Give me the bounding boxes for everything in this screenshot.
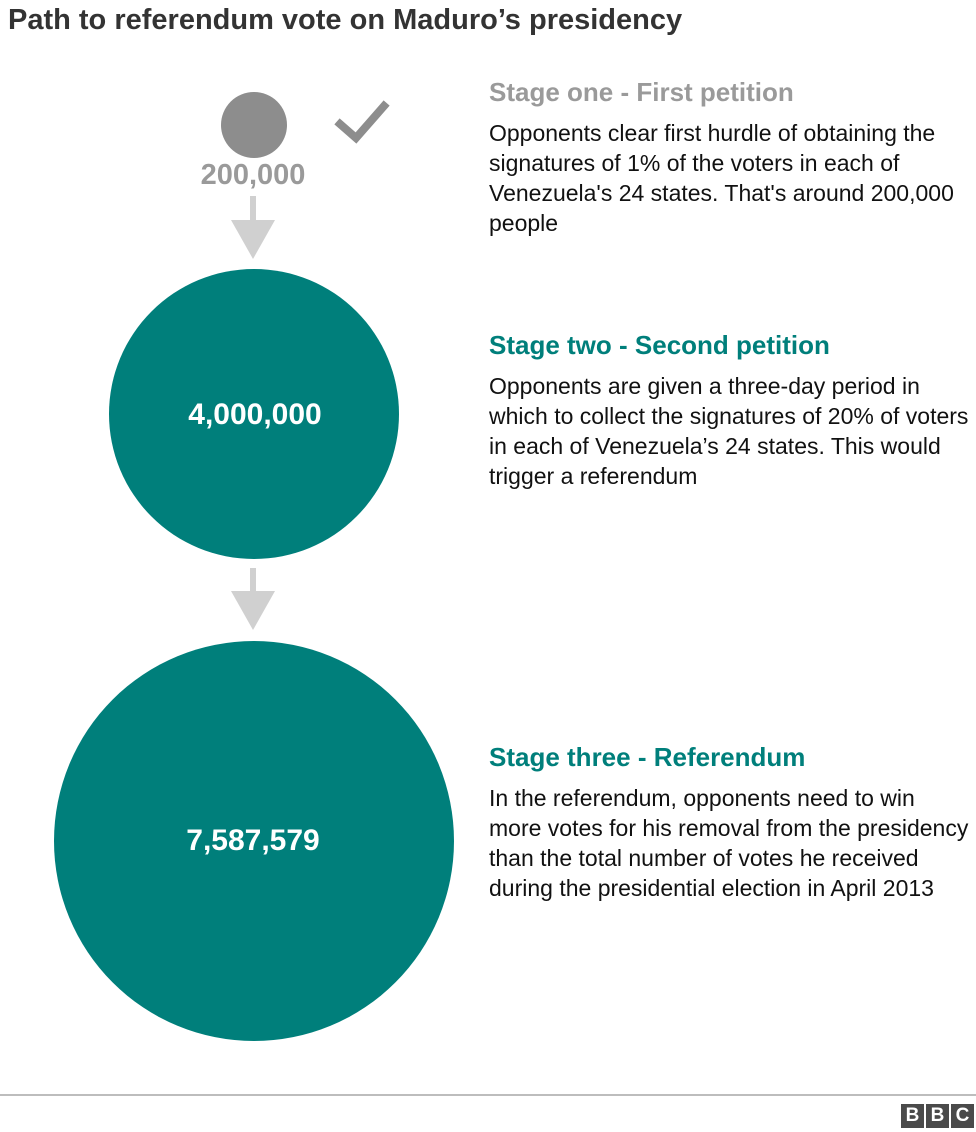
stage-two-text	[489, 330, 969, 491]
bbc-logo-letter: B	[926, 1104, 949, 1128]
stage-three-title: Stage three - Referendum	[489, 742, 806, 772]
stage-one-text	[489, 77, 969, 238]
stage-three-description: In the referendum, opponents need to win more votes for his removal from the presidency than the total number of votes he received during the presidential election in April 2013	[489, 785, 969, 901]
bbc-logo-letter: C	[951, 1104, 974, 1128]
stage-one-value: 200,000	[200, 159, 306, 191]
arrow-down-icon	[231, 196, 275, 259]
stage-one-circle	[221, 92, 287, 158]
stage-two-description: Opponents are given a three-day period in which to collect the signatures of 20% of voters in each of Venezuela’s 24 states. This would trigger a referendum	[489, 373, 969, 489]
stage-three-text	[489, 742, 969, 903]
stage-two-title: Stage two - Second petition	[489, 330, 830, 360]
checkmark-icon	[340, 106, 384, 138]
footer-divider	[0, 1094, 976, 1096]
bbc-logo	[901, 1104, 974, 1128]
stage-two-value: 4,000,000	[188, 398, 322, 431]
page-title: Path to referendum vote on Maduro’s presidency	[8, 4, 683, 36]
stage-three-value: 7,587,579	[186, 824, 320, 857]
arrow-down-icon	[231, 568, 275, 630]
stage-one-title: Stage one - First petition	[489, 77, 794, 107]
stage-one-description: Opponents clear first hurdle of obtaining the signatures of 1% of the voters in each of Venezuela's 24 states. That's around 200,000 people	[489, 120, 954, 236]
bbc-logo-letter: B	[901, 1104, 924, 1128]
